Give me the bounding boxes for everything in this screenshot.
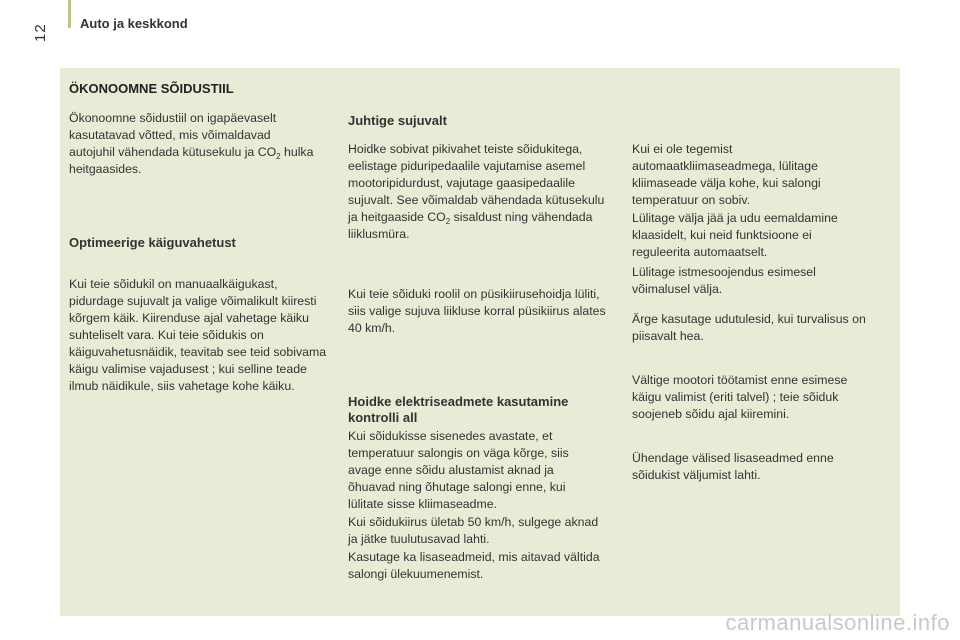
cruise-paragraph: Kui teie sõiduki roolil on püsikiirusehoidja lüliti, siis valige sujuva liikluse korral püsikiirus alates 40 km/h. [348,287,606,335]
electric-heading: Hoidke elektriseadmete kasutamine kontrolli all [348,394,569,425]
right-paragraph-3: Lülitage istmesoojendus esimesel võimalusel välja. [632,265,816,296]
drive-paragraph: Hoidke sobivat pikivahet teiste sõidukitega, eelistage piduripedaalile vajutamise asemel mootoripidurdust, vajutage gaasipedaalile sujuvalt. See võimaldab vähendada kütusekulu ja heitgaaside $CO_2$ sisaldust ning vähendada liiklusmüra. [348,142,605,241]
right-paragraph-5: Vältige mootori töötamist enne esimese käigu valimist (eriti talvel) ; teie sõiduk soojeneb sõidu ajal kiiremini. [632,373,848,421]
chapter-accent-bar [68,0,71,28]
right-paragraph-2: Lülitage välja jää ja udu eemaldamine klaasidelt, kui neid funktsioone ei reguleerita automaatselt. [632,211,838,259]
gear-heading: Optimeerige käiguvahetust [69,235,236,250]
chapter-title: Auto ja keskkond [80,16,188,31]
right-paragraph-4: Ärge kasutage udutulesid, kui turvalisus on piisavalt hea. [632,312,866,343]
electric-paragraph-1: Kui sõidukisse sisenedes avastate, et temperatuur salongis on väga kõrge, siis avage enne sõidu alustamist aknad ja õhuavad ning õhutage salongi enne, kui lülitate sisse kliimaseadme. [348,429,569,511]
watermark: carmanualsonline.info [725,610,950,635]
page-number: 12 [32,23,49,42]
right-paragraph-1: Kui ei ole tegemist automaatkliimaseadmega, lülitage kliimaseade välja kohe, kui salongi temperatuur on sobiv. [632,142,821,207]
section-title: ÖKONOOMNE SÕIDUSTIIL [69,81,234,96]
right-paragraph-6: Ühendage välised lisaseadmed enne sõidukist väljumist lahti. [632,451,834,482]
drive-heading: Juhtige sujuvalt [348,113,447,128]
electric-paragraph-3: Kasutage ka lisaseadmeid, mis aitavad vältida salongi ülekuumenemist. [348,550,600,581]
gear-paragraph: Kui teie sõidukil on manuaalkäigukast, pidurdage sujuvalt ja valige võimalikult kiiresti kõrgem käik. Kiirenduse ajal vahetage käiku suhteliselt vara. Kui teie sõidukis on käiguvahetusnäidik, teavitab see teid sobivama käigu valimise vajadusest ; kui selline teade ilmub näidikule, siis vahetage kohe käiku. [69,277,327,393]
electric-paragraph-2: Kui sõidukiirus ületab 50 km/h, sulgege aknad ja jätke tuulutusavad lahti. [348,515,599,546]
intro-paragraph: Ökonoomne sõidustiil on igapäevaselt kasutatavad võtted, mis võimaldavad autojuhil vähendada kütusekulu ja $CO_2$ hulka heitgaasides. [69,111,314,176]
